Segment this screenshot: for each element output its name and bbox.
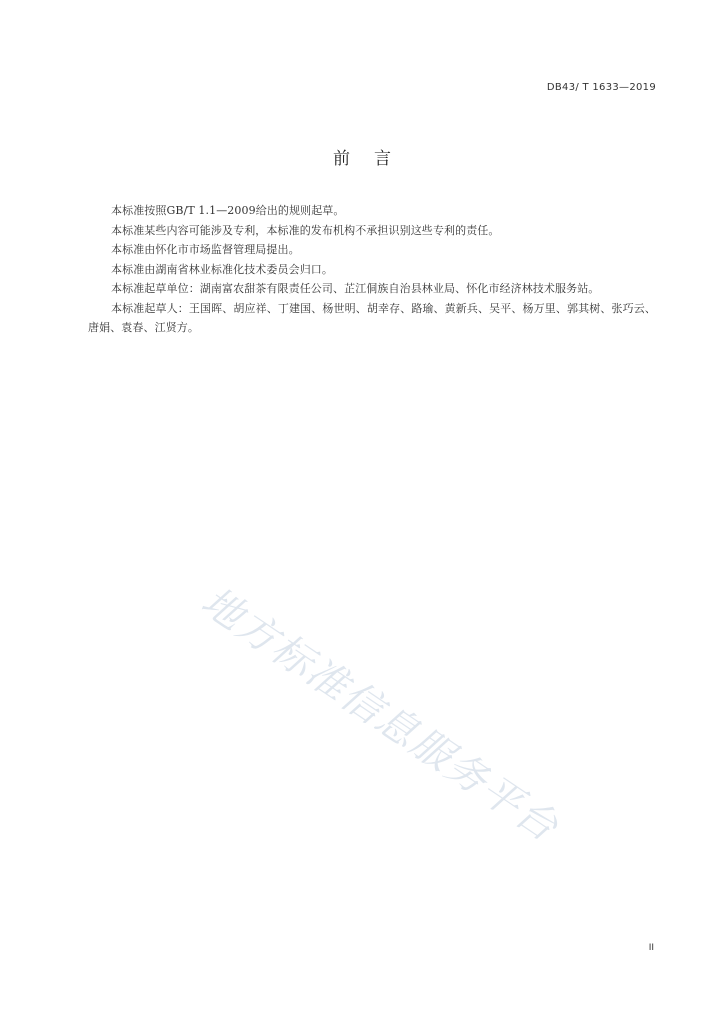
paragraph-drafters: 本标准起草人：王国晖、胡应祥、丁建国、杨世明、胡幸存、路瑜、黄新兵、吴平、杨万里、郭其树、张巧云、唐娟、袁春、江贤方。 [88, 301, 656, 334]
paragraph-proposer: 本标准由怀化市市场监督管理局提出。 [111, 243, 300, 256]
paragraph-drafting-rules: 本标准按照GB/T 1.1—2009给出的规则起草。 [111, 204, 345, 217]
paragraph-administrator: 本标准由湖南省林业标准化技术委员会归口。 [111, 262, 333, 276]
foreword-body [88, 201, 656, 338]
document-code: DB43/ T 1633—2019 [546, 82, 656, 93]
paragraph-patent-notice: 本标准某些内容可能涉及专利，本标准的发布机构不承担识别这些专利的责任。 [111, 223, 500, 237]
page-title: 前言 [333, 149, 415, 169]
paragraph-drafting-units: 本标准起草单位：湖南富农甜茶有限责任公司、芷江侗族自治县林业局、怀化市经济林技术服务站。 [111, 282, 600, 295]
watermark-text: 地方标准信息服务平台 [193, 578, 568, 852]
page-number: II [648, 943, 654, 953]
